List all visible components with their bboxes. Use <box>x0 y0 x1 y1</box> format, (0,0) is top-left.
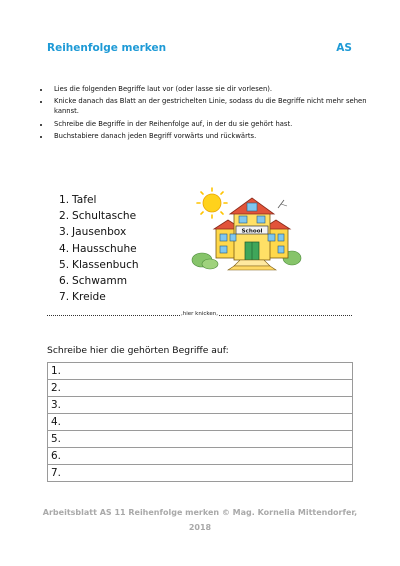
word-label: Jausenbox <box>72 226 127 239</box>
answer-table <box>47 362 353 482</box>
word-label: Schwamm <box>72 275 128 288</box>
instruction-item: • Buchstabiere danach jeden Begriff vorwärts und rückwärts. <box>50 131 380 141</box>
footer-copyright: Arbeitsblatt AS 11 Reihenfolge merken © Mag. Kornelia Mittendorfer, <box>42 508 358 517</box>
answer-row-number[interactable]: 6. <box>48 448 353 465</box>
sun-icon <box>197 188 227 218</box>
answer-row-number[interactable]: 1. <box>48 363 353 380</box>
word-item <box>59 192 139 208</box>
school-building-illustration <box>190 186 302 274</box>
answer-row-number[interactable]: 4. <box>48 414 353 431</box>
answer-row[interactable] <box>48 363 353 380</box>
word-number: 4. <box>59 242 70 255</box>
word-list <box>59 192 139 305</box>
word-item <box>59 208 139 224</box>
word-number: 6. <box>59 275 70 288</box>
word-number: 2. <box>59 210 70 223</box>
word-item <box>59 257 139 273</box>
instruction-item: • Lies die folgenden Begriffe laut vor (oder lasse sie dir vorlesen). <box>50 84 380 94</box>
word-number: 1. <box>59 194 70 206</box>
answer-row-number[interactable]: 2. <box>48 380 353 397</box>
worksheet-header <box>47 42 352 54</box>
answer-row-number[interactable]: 3. <box>48 397 353 414</box>
word-label: Klassenbuch <box>72 258 139 271</box>
instruction-item: • Knicke danach das Blatt an der gestrichelten Linie, sodass du die Begriffe nicht mehr sehen kannst. <box>50 96 380 116</box>
word-number: 7. <box>59 291 70 304</box>
word-item <box>59 273 139 289</box>
fold-line <box>47 311 352 317</box>
answer-row-number[interactable]: 7. <box>48 465 353 482</box>
word-label: Tafel <box>72 194 97 206</box>
word-label: Hausschuhe <box>72 242 137 255</box>
word-item <box>59 289 139 305</box>
answer-row[interactable] <box>48 397 353 414</box>
answer-row[interactable] <box>48 414 353 431</box>
instruction-item: • Schreibe die Begriffe in der Reihenfolge auf, in der du sie gehört hast. <box>50 119 380 129</box>
word-number: 5. <box>59 258 70 271</box>
word-label: Kreide <box>72 291 106 304</box>
answer-prompt: Schreibe hier die gehörten Begriffe auf: <box>47 345 229 356</box>
answer-row-number[interactable]: 5. <box>48 431 353 448</box>
answer-row[interactable] <box>48 431 353 448</box>
answer-row[interactable] <box>48 448 353 465</box>
word-item <box>59 241 139 257</box>
footer <box>20 505 380 535</box>
instruction-list <box>38 84 380 143</box>
answer-row[interactable] <box>48 380 353 397</box>
word-label: Schultasche <box>72 210 137 223</box>
school-sign-text: School <box>241 228 263 235</box>
worksheet-code: AS <box>336 42 352 54</box>
footer-year: 2018 <box>188 523 212 532</box>
word-item <box>59 224 139 240</box>
answer-row[interactable] <box>48 465 353 482</box>
worksheet-title: Reihenfolge merken <box>47 42 167 54</box>
word-number: 3. <box>59 226 70 239</box>
fold-line-label: ,hier knicken, <box>181 311 218 317</box>
